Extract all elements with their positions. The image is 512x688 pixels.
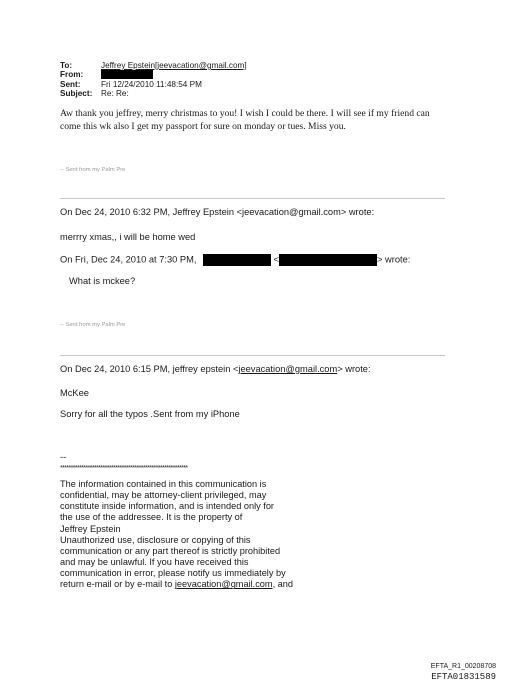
- reply-text-2: What is mckee?: [69, 276, 136, 286]
- last-prefix: return e-mail or by e-mail to: [60, 579, 175, 590]
- email-header: [60, 61, 247, 99]
- redaction-block: [203, 254, 271, 266]
- reply-attribution-2: [60, 254, 410, 266]
- reply-attribution: On Dec 24, 2010 6:32 PM, Jeffrey Epstein <jeevacation@gmail.com> wrote:: [60, 207, 375, 217]
- last-suffix: , and: [272, 579, 293, 590]
- email-link[interactable]: jeevacation@gmail.com: [174, 579, 273, 590]
- disclaimer-line: the use of the addressee. It is the property of: [60, 512, 243, 523]
- disclaimer-line: communication or any part thereof is strictly prohibited: [60, 545, 281, 556]
- attribution-lt: <: [273, 254, 280, 265]
- subject-row: [60, 89, 247, 98]
- disclaimer-line: communication in error, please notify us immediately by: [60, 568, 286, 579]
- redaction-block: [279, 254, 377, 266]
- disclaimer-line: and may be unlawful. If you have received this: [60, 557, 249, 568]
- from-label: From:: [60, 70, 84, 80]
- disclaimer-dashes: --: [60, 452, 67, 462]
- sent-row: [60, 80, 247, 89]
- from-row: [60, 70, 247, 79]
- reply-text: merrry xmas,, i will be home wed: [60, 232, 196, 242]
- disclaimer-line: Unauthorized use, disclosure or copying of this: [60, 534, 251, 545]
- email-link[interactable]: jeevacation@gmail.com: [238, 364, 338, 374]
- disclaimer-line-last: [60, 579, 293, 590]
- redaction-block: [101, 70, 153, 79]
- palm-signature-2: -- Sent from my Palm Pre: [60, 322, 126, 328]
- bates-number-small: EFTA_R1_00208708: [430, 663, 496, 670]
- disclaimer-block: [60, 479, 293, 591]
- reply-text-4: Sorry for all the typos .Sent from my iPhone: [60, 409, 240, 419]
- reply-text-3: McKee: [60, 388, 89, 398]
- disclaimer-stars: ************************************************************: [60, 465, 188, 472]
- subject-label: Subject:: [60, 89, 93, 99]
- divider-2: [60, 355, 445, 356]
- to-value[interactable]: Jeffrey Epstein[jeevacation@gmail.com]: [101, 61, 247, 70]
- bates-number-large: EFTA01831589: [431, 672, 496, 682]
- message-body: Aw thank you jeffrey, merry christmas to you! I wish I could be there. I will see if my friend can come this wk also I get my passport for sure on monday or tues. Miss you.: [60, 108, 430, 132]
- disclaimer-line: constitute inside information, and is intended only for: [60, 501, 274, 512]
- attribution-prefix: On Dec 24, 2010 6:15 PM, jeffrey epstein <: [60, 364, 239, 374]
- to-label: To:: [60, 61, 73, 70]
- subject-value: Re: Re:: [101, 89, 129, 99]
- attribution-suffix: > wrote:: [337, 364, 371, 374]
- disclaimer-line: confidential, may be attorney-client privileged, may: [60, 490, 267, 501]
- divider: [60, 198, 445, 199]
- disclaimer-line: Jeffrey Epstein: [60, 523, 121, 534]
- attribution-suffix: > wrote:: [377, 254, 411, 265]
- attribution-prefix: On Fri, Dec 24, 2010 at 7:30 PM,: [60, 254, 197, 265]
- sent-value: Fri 12/24/2010 11:48:54 PM: [101, 79, 202, 89]
- sent-label: Sent:: [60, 79, 81, 89]
- to-row: [60, 61, 247, 70]
- disclaimer-line: The information contained in this communication is: [60, 479, 267, 489]
- palm-signature: -- Sent from my Palm Pre: [60, 167, 126, 173]
- reply-attribution-3: [60, 364, 371, 375]
